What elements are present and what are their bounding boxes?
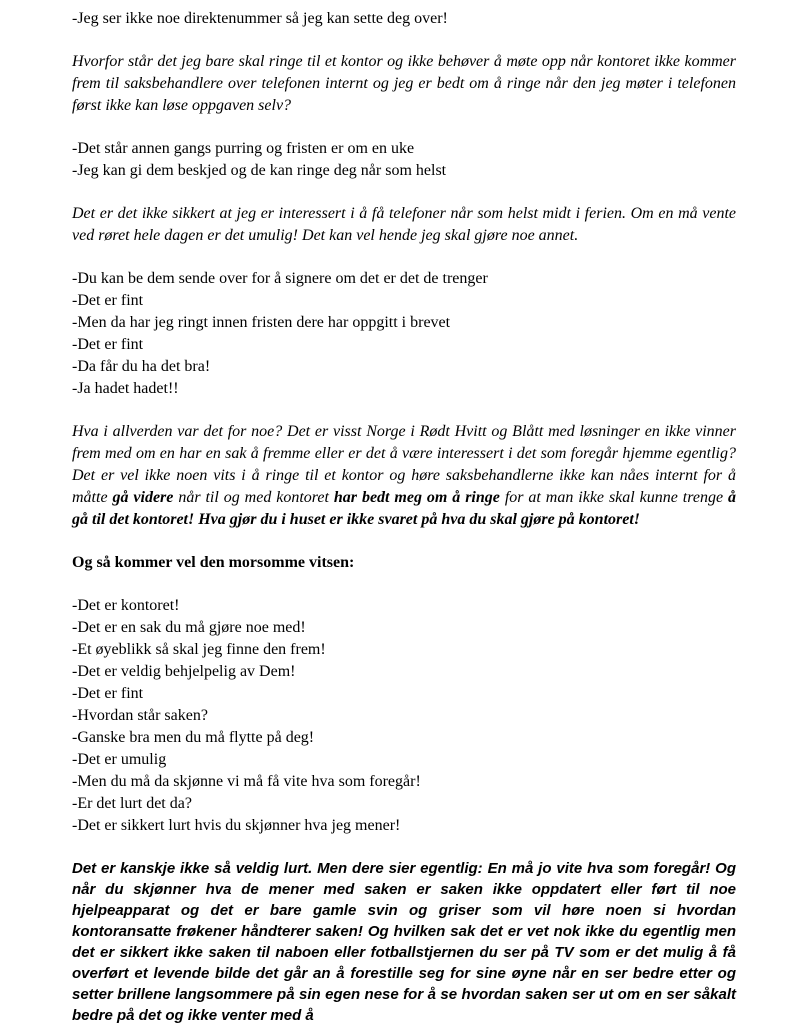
dialogue-line: -Et øyeblikk så skal jeg finne den frem! xyxy=(72,641,326,658)
dialogue-line: -Hvordan står saken? xyxy=(72,707,208,724)
dialogue-line: -Det er veldig behjelpelig av Dem! xyxy=(72,663,296,680)
monologue-paragraph-4: Det er kanskje ikke så veldig lurt. Men dere sier egentlig: En må jo vite hva som foregår! Og når du skjønner hva de mener med saken er saken ikke oppdatert eller ført til noe hjelpeapparat og det er bare gamle svin og griser som vil høre noen si hvordan kontoransatte frøkener håndterer saken! Og hvilken sak det er vet nok ikke du egentlig men det er sikkert ikke saken til naboen eller fotballstjernen du ser på TV som er det mulig å få overført et levende bilde det går an å forestille seg for sine øyne når en ser bedre etter og setter brillene langsommere på sin egen nese for å se hvordan saken ser ut om en ser såkalt bedre på det og ikke venter med å xyxy=(72,860,736,1024)
bold-emphasis: gå videre xyxy=(112,489,174,506)
dialogue-line: -Ganske bra men du må flytte på deg! xyxy=(72,729,315,746)
monologue-paragraph-2: Det er det ikke sikkert at jeg er interessert i å få telefoner når som helst midt i ferien. Om en må vente ved røret hele dagen er det umulig! Det kan vel hende jeg skal gjøre noe annet. xyxy=(72,205,736,244)
dialogue-line: -Men da har jeg ringt innen fristen dere har oppgitt i brevet xyxy=(72,314,451,331)
dialogue-line: -Det er fint xyxy=(72,685,144,702)
dialogue-line: -Da får du ha det bra! xyxy=(72,358,211,375)
bold-emphasis: har bedt meg om å ringe xyxy=(333,489,500,506)
dialogue-line: -Er det lurt det da? xyxy=(72,795,192,812)
dialogue-line: -Det er sikkert lurt hvis du skjønner hva jeg mener! xyxy=(72,817,401,834)
monologue-text: når til og med kontoret xyxy=(173,489,334,506)
dialogue-line: -Du kan be dem sende over for å signere om det er det de trenger xyxy=(72,270,488,287)
bold-emphasis: å gå til det kontoret! Hva gjør du i huset er ikke svaret på hva du skal gjøre på kontoret! xyxy=(72,489,736,528)
monologue-text: for at man ikke skal kunne trenge xyxy=(499,489,728,506)
dialogue-line: -Det er fint xyxy=(72,336,144,353)
monologue-paragraph-3 xyxy=(72,421,736,531)
dialogue-line: -Det er fint xyxy=(72,292,144,309)
dialogue-line: -Det er umulig xyxy=(72,751,167,768)
dialogue-line: -Jeg kan gi dem beskjed og de kan ringe deg når som helst xyxy=(72,162,447,179)
joke-section-heading: Og så kommer vel den morsomme vitsen: xyxy=(72,554,355,571)
monologue-paragraph-1: Hvorfor står det jeg bare skal ringe til et kontor og ikke behøver å møte opp når kontoret ikke kommer frem til saksbehandlere over telefonen internt og jeg er bedt om å ringe når den jeg møter i telefonen først ikke kan løse oppgaven selv? xyxy=(72,53,736,114)
dialogue-block-4 xyxy=(72,595,736,837)
dialogue-line: -Ja hadet hadet!! xyxy=(72,380,179,397)
dialogue-line: -Men du må da skjønne vi må få vite hva som foregår! xyxy=(72,773,421,790)
dialogue-block-1 xyxy=(72,8,736,30)
monologue-text: Hva i allverden var det for noe? Det er visst Norge i Rødt Hvitt og Blått med løsninger en ikke vinner frem med om en har en sak å fremme eller er det å være interessert i det som foregår hjemme egentlig? Det er vel ikke noen vits i å ringe til et kontor og høre saksbehandlerne ikke kan nåes internt for å måtte xyxy=(72,423,736,506)
dialogue-line: -Det er en sak du må gjøre noe med! xyxy=(72,619,306,636)
dialogue-line: -Jeg ser ikke noe direktenummer så jeg kan sette deg over! xyxy=(72,10,448,27)
dialogue-line: -Det står annen gangs purring og fristen er om en uke xyxy=(72,140,415,157)
dialogue-line: -Det er kontoret! xyxy=(72,597,180,614)
dialogue-block-2 xyxy=(72,138,736,182)
dialogue-block-3 xyxy=(72,268,736,400)
